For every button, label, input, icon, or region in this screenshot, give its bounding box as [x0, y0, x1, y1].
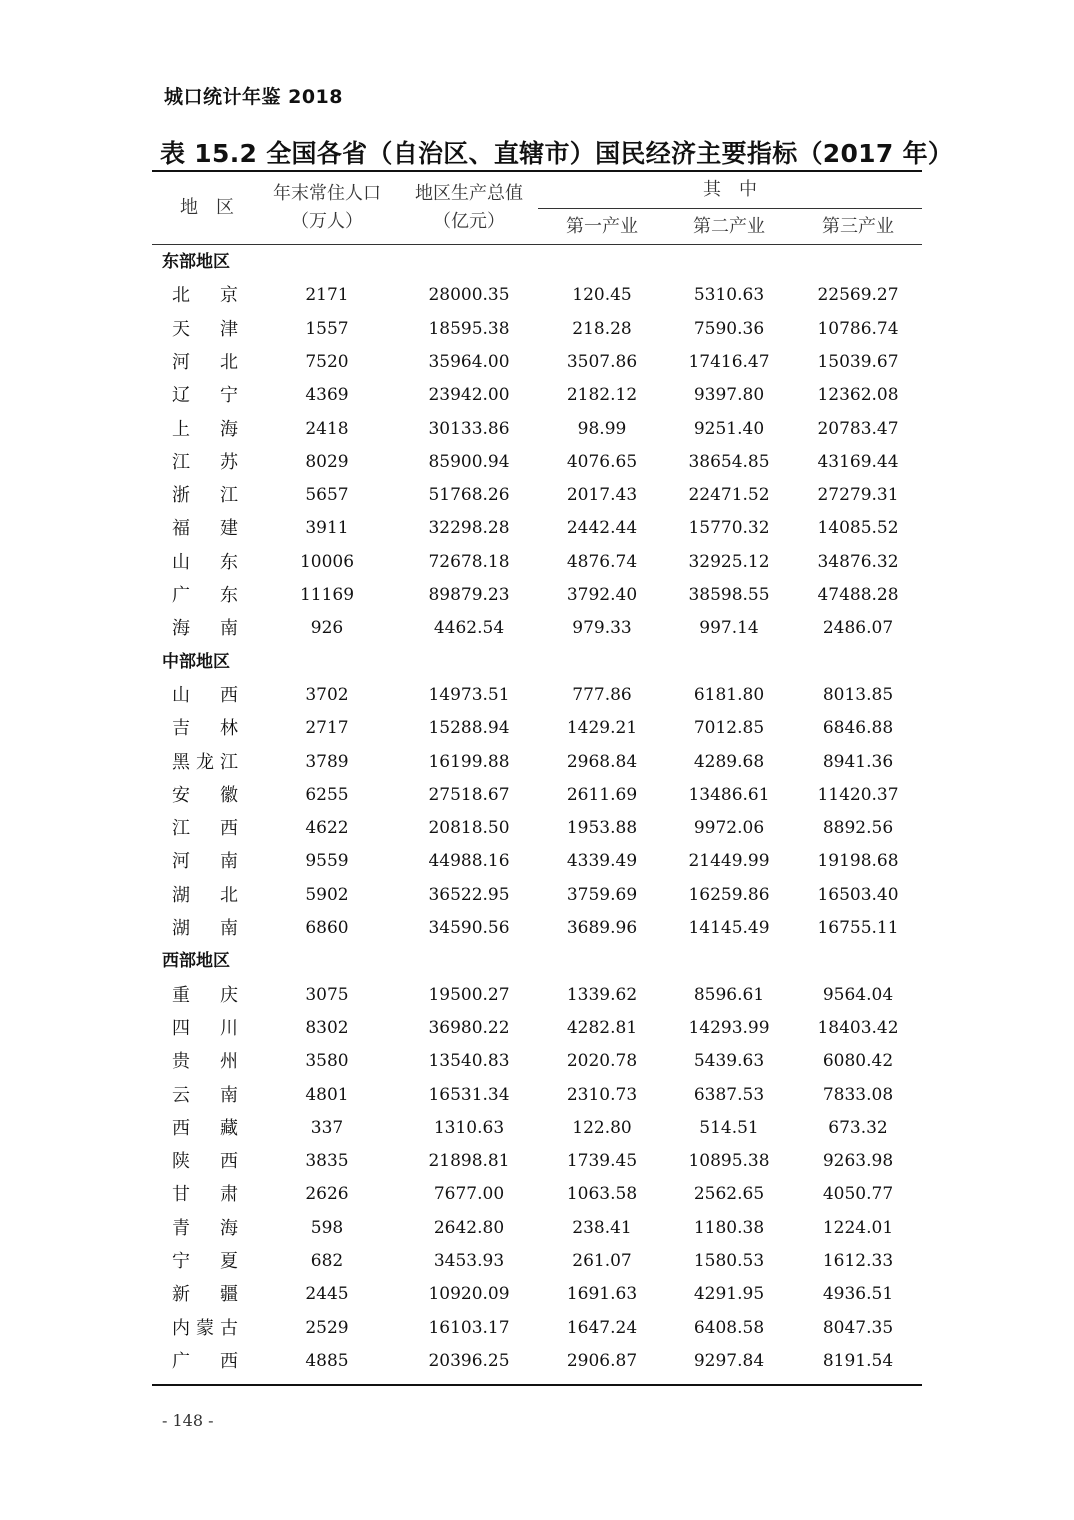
- gdp-cell: 28000.35: [428, 285, 510, 306]
- population-cell: 2171: [305, 285, 349, 306]
- primary-industry-cell: 3792.40: [566, 585, 638, 605]
- region-cell: 广西: [172, 1350, 238, 1372]
- secondary-industry-cell: 22471.52: [688, 485, 770, 506]
- section-header-row: [152, 945, 922, 978]
- table-top-rule: [152, 170, 922, 172]
- population-cell: 2418: [305, 418, 349, 439]
- region-cell: 江苏: [172, 451, 238, 473]
- population-cell: 6860: [305, 918, 349, 938]
- table-row: [152, 1178, 922, 1211]
- gdp-cell: 1310.63: [433, 1117, 505, 1138]
- gdp-cell: 51768.26: [428, 485, 510, 506]
- region-cell: 山东: [172, 551, 238, 573]
- tertiary-industry-cell: 16503.40: [817, 884, 899, 905]
- page-number: - 148 -: [162, 1411, 214, 1430]
- population-cell: 6255: [305, 784, 349, 805]
- primary-industry-cell: 4282.81: [566, 1017, 638, 1038]
- secondary-industry-cell: 7012.85: [693, 718, 765, 739]
- population-cell: 4369: [305, 385, 349, 406]
- region-cell: 辽宁: [172, 385, 238, 407]
- section-title: 西部地区: [162, 951, 230, 972]
- secondary-industry-cell: 514.51: [699, 1117, 759, 1138]
- table-row: [152, 1345, 922, 1378]
- population-cell: 3702: [305, 684, 349, 705]
- table-row: [152, 379, 922, 412]
- region-cell: 新疆: [172, 1284, 238, 1306]
- tertiary-industry-cell: 19198.68: [817, 851, 899, 872]
- of-which-rule: [538, 208, 922, 209]
- primary-industry-cell: 4339.49: [566, 851, 638, 872]
- secondary-industry-cell: 16259.86: [688, 884, 770, 905]
- region-cell: 河南: [172, 851, 238, 873]
- table-row: [152, 1012, 922, 1045]
- primary-industry-cell: 2968.84: [566, 751, 638, 772]
- table-row: [152, 1245, 922, 1278]
- table-row: [152, 279, 922, 312]
- secondary-industry-cell: 9251.40: [693, 418, 765, 439]
- secondary-industry-cell: 4291.95: [693, 1284, 765, 1305]
- region-cell: 四川: [172, 1017, 238, 1039]
- tertiary-industry-cell: 8191.54: [822, 1350, 894, 1371]
- population-cell: 11169: [299, 585, 355, 605]
- header-primary: 第一产业: [566, 216, 638, 237]
- tertiary-industry-cell: 34876.32: [817, 551, 899, 572]
- primary-industry-cell: 4076.65: [566, 451, 638, 472]
- region-cell: 安徽: [172, 784, 238, 806]
- table-row: [152, 746, 922, 779]
- primary-industry-cell: 3507.86: [566, 351, 638, 372]
- secondary-industry-cell: 7590.36: [693, 318, 765, 339]
- region-cell: 贵州: [172, 1051, 238, 1073]
- table-row: [152, 612, 922, 645]
- secondary-industry-cell: 38654.85: [688, 451, 770, 472]
- region-cell: 黑龙江: [172, 751, 238, 773]
- primary-industry-cell: 777.86: [572, 684, 632, 705]
- table-row: [152, 1278, 922, 1311]
- primary-industry-cell: 122.80: [572, 1117, 632, 1138]
- tertiary-industry-cell: 12362.08: [817, 385, 899, 406]
- secondary-industry-cell: 9972.06: [693, 818, 765, 839]
- table-row: [152, 712, 922, 745]
- secondary-industry-cell: 14293.99: [688, 1017, 770, 1038]
- population-cell: 337: [310, 1117, 344, 1138]
- secondary-industry-cell: 6181.80: [693, 684, 765, 705]
- population-cell: 1557: [305, 318, 349, 339]
- gdp-cell: 16199.88: [428, 751, 510, 772]
- table-row: [152, 1312, 922, 1345]
- tertiary-industry-cell: 22569.27: [817, 285, 899, 306]
- tertiary-industry-cell: 6080.42: [822, 1051, 894, 1072]
- region-cell: 河北: [172, 351, 238, 373]
- primary-industry-cell: 979.33: [572, 618, 632, 639]
- region-cell: 上海: [172, 418, 238, 440]
- tertiary-industry-cell: 14085.52: [817, 518, 899, 539]
- secondary-industry-cell: 9297.84: [693, 1350, 765, 1371]
- gdp-cell: 85900.94: [428, 451, 510, 472]
- region-cell: 天津: [172, 318, 238, 340]
- table-row: [152, 479, 922, 512]
- gdp-cell: 18595.38: [428, 318, 510, 339]
- tertiary-industry-cell: 8892.56: [822, 818, 894, 839]
- tertiary-industry-cell: 8047.35: [822, 1317, 894, 1338]
- population-cell: 2717: [305, 718, 349, 739]
- primary-industry-cell: 238.41: [572, 1217, 632, 1238]
- table-bottom-rule: [152, 1384, 922, 1386]
- secondary-industry-cell: 32925.12: [688, 551, 770, 572]
- table-title: 表 15.2 全国各省（自治区、直辖市）国民经济主要指标（2017 年）: [160, 139, 954, 168]
- primary-industry-cell: 261.07: [572, 1251, 632, 1271]
- gdp-cell: 34590.56: [428, 918, 510, 938]
- population-cell: 3789: [305, 751, 349, 772]
- population-cell: 3835: [305, 1151, 349, 1172]
- tertiary-industry-cell: 4936.51: [822, 1284, 894, 1305]
- table-row: [152, 446, 922, 479]
- secondary-industry-cell: 1580.53: [693, 1251, 765, 1271]
- region-cell: 山西: [172, 684, 238, 706]
- header-region: 地 区: [180, 197, 234, 218]
- table-row: [152, 845, 922, 878]
- gdp-cell: 36980.22: [428, 1017, 510, 1038]
- secondary-industry-cell: 5439.63: [693, 1051, 765, 1072]
- secondary-industry-cell: 21449.99: [688, 851, 770, 872]
- table-row: [152, 679, 922, 712]
- primary-industry-cell: 2182.12: [566, 385, 638, 406]
- primary-industry-cell: 2906.87: [566, 1350, 638, 1371]
- secondary-industry-cell: 6387.53: [693, 1084, 765, 1105]
- population-cell: 4622: [305, 818, 349, 839]
- population-cell: 926: [310, 618, 344, 639]
- primary-industry-cell: 1647.24: [566, 1317, 638, 1338]
- tertiary-industry-cell: 15039.67: [817, 351, 899, 372]
- primary-industry-cell: 1691.63: [566, 1284, 638, 1305]
- gdp-cell: 2642.80: [433, 1217, 505, 1238]
- secondary-industry-cell: 5310.63: [693, 285, 765, 306]
- primary-industry-cell: 98.99: [577, 418, 627, 439]
- population-cell: 2626: [305, 1184, 349, 1205]
- header-of-which: 其 中: [703, 179, 757, 200]
- gdp-cell: 72678.18: [428, 551, 510, 572]
- tertiary-industry-cell: 18403.42: [817, 1017, 899, 1038]
- table-row: [152, 979, 922, 1012]
- population-cell: 682: [310, 1251, 344, 1271]
- secondary-industry-cell: 2562.65: [693, 1184, 765, 1205]
- region-cell: 甘肃: [172, 1184, 238, 1206]
- gdp-cell: 32298.28: [428, 518, 510, 539]
- header-secondary: 第二产业: [693, 216, 765, 237]
- gdp-cell: 30133.86: [428, 418, 510, 439]
- secondary-industry-cell: 6408.58: [693, 1317, 765, 1338]
- tertiary-industry-cell: 47488.28: [817, 585, 899, 605]
- gdp-cell: 20396.25: [428, 1350, 510, 1371]
- header-population: 年末常住人口 （万人）: [273, 183, 381, 232]
- region-cell: 青海: [172, 1217, 238, 1239]
- tertiary-industry-cell: 8941.36: [822, 751, 894, 772]
- population-cell: 8029: [305, 451, 349, 472]
- region-cell: 浙江: [172, 485, 238, 507]
- header-tertiary: 第三产业: [822, 216, 894, 237]
- gdp-cell: 23942.00: [428, 385, 510, 406]
- population-cell: 4801: [305, 1084, 349, 1105]
- population-cell: 8302: [305, 1017, 349, 1038]
- section-title: 东部地区: [162, 252, 230, 272]
- tertiary-industry-cell: 9564.04: [822, 984, 894, 1005]
- region-cell: 重庆: [172, 984, 238, 1006]
- secondary-industry-cell: 10895.38: [688, 1151, 770, 1172]
- gdp-cell: 20818.50: [428, 818, 510, 839]
- primary-industry-cell: 1953.88: [566, 818, 638, 839]
- population-cell: 3580: [305, 1051, 349, 1072]
- primary-industry-cell: 3689.96: [566, 918, 638, 938]
- table-row: [152, 546, 922, 579]
- secondary-industry-cell: 1180.38: [693, 1217, 765, 1238]
- region-cell: 广东: [172, 585, 238, 606]
- table-row: [152, 912, 922, 945]
- tertiary-industry-cell: 7833.08: [822, 1084, 894, 1105]
- gdp-cell: 15288.94: [428, 718, 510, 739]
- population-cell: 598: [310, 1217, 344, 1238]
- gdp-cell: 44988.16: [428, 851, 510, 872]
- table-body: [152, 246, 922, 1382]
- primary-industry-cell: 120.45: [572, 285, 632, 306]
- gdp-cell: 27518.67: [428, 784, 510, 805]
- primary-industry-cell: 1429.21: [566, 718, 638, 739]
- table-row: [152, 1045, 922, 1078]
- table-row: [152, 346, 922, 379]
- region-cell: 福建: [172, 518, 238, 540]
- region-cell: 湖北: [172, 884, 238, 906]
- population-cell: 5902: [305, 884, 349, 905]
- section-header-row: [152, 646, 922, 679]
- population-cell: 2445: [305, 1284, 349, 1305]
- population-cell: 4885: [305, 1350, 349, 1371]
- gdp-cell: 21898.81: [428, 1151, 510, 1172]
- tertiary-industry-cell: 673.32: [828, 1117, 888, 1138]
- tertiary-industry-cell: 8013.85: [822, 684, 894, 705]
- secondary-industry-cell: 8596.61: [693, 984, 765, 1005]
- gdp-cell: 4462.54: [433, 618, 505, 639]
- secondary-industry-cell: 15770.32: [688, 518, 770, 539]
- gdp-cell: 16531.34: [428, 1084, 510, 1105]
- population-cell: 3075: [305, 984, 349, 1005]
- secondary-industry-cell: 4289.68: [693, 751, 765, 772]
- table-row: [152, 313, 922, 346]
- gdp-cell: 14973.51: [428, 684, 510, 705]
- section-header-row: [152, 246, 922, 279]
- secondary-industry-cell: 9397.80: [693, 385, 765, 406]
- tertiary-industry-cell: 1224.01: [822, 1217, 894, 1238]
- primary-industry-cell: 2020.78: [566, 1051, 638, 1072]
- secondary-industry-cell: 997.14: [699, 618, 759, 639]
- table-row: [152, 1212, 922, 1245]
- table-row: [152, 1145, 922, 1178]
- primary-industry-cell: 3759.69: [566, 884, 638, 905]
- table-row: [152, 413, 922, 446]
- gdp-cell: 10920.09: [428, 1284, 510, 1305]
- table-row: [152, 579, 922, 612]
- population-cell: 2529: [305, 1317, 349, 1338]
- primary-industry-cell: 2611.69: [566, 784, 638, 805]
- table-row: [152, 1112, 922, 1145]
- tertiary-industry-cell: 9263.98: [822, 1151, 894, 1172]
- tertiary-industry-cell: 43169.44: [817, 451, 899, 472]
- region-cell: 湖南: [172, 918, 238, 939]
- tertiary-industry-cell: 10786.74: [817, 318, 899, 339]
- region-cell: 吉林: [172, 718, 238, 740]
- gdp-cell: 35964.00: [428, 351, 510, 372]
- table-row: [152, 812, 922, 845]
- header-bottom-rule: [152, 244, 922, 245]
- gdp-cell: 36522.95: [428, 884, 510, 905]
- table-row: [152, 1079, 922, 1112]
- primary-industry-cell: 1739.45: [566, 1151, 638, 1172]
- primary-industry-cell: 2017.43: [566, 485, 638, 506]
- region-cell: 西藏: [172, 1117, 238, 1139]
- primary-industry-cell: 4876.74: [566, 551, 638, 572]
- primary-industry-cell: 1063.58: [566, 1184, 638, 1205]
- gdp-cell: 16103.17: [428, 1317, 510, 1338]
- tertiary-industry-cell: 11420.37: [817, 784, 899, 805]
- gdp-cell: 13540.83: [428, 1051, 510, 1072]
- tertiary-industry-cell: 2486.07: [822, 618, 894, 639]
- secondary-industry-cell: 17416.47: [688, 351, 770, 372]
- tertiary-industry-cell: 6846.88: [822, 718, 894, 739]
- population-cell: 10006: [299, 551, 355, 572]
- tertiary-industry-cell: 4050.77: [822, 1184, 894, 1205]
- table-row: [152, 512, 922, 545]
- gdp-cell: 89879.23: [428, 585, 510, 605]
- region-cell: 陕西: [172, 1151, 238, 1173]
- gdp-cell: 19500.27: [428, 984, 510, 1005]
- population-cell: 7520: [305, 351, 349, 372]
- secondary-industry-cell: 14145.49: [688, 918, 770, 938]
- header-gdp: 地区生产总值 （亿元）: [415, 183, 523, 232]
- running-head: 城口统计年鉴 2018: [164, 86, 343, 108]
- primary-industry-cell: 2442.44: [566, 518, 638, 539]
- tertiary-industry-cell: 20783.47: [817, 418, 899, 439]
- tertiary-industry-cell: 16755.11: [817, 918, 899, 938]
- region-cell: 宁夏: [172, 1251, 238, 1272]
- section-title: 中部地区: [162, 651, 230, 672]
- region-cell: 内蒙古: [172, 1317, 238, 1339]
- region-cell: 北京: [172, 285, 238, 307]
- population-cell: 5657: [305, 485, 349, 506]
- population-cell: 3911: [305, 518, 349, 539]
- tertiary-industry-cell: 27279.31: [817, 485, 899, 506]
- population-cell: 9559: [305, 851, 349, 872]
- primary-industry-cell: 218.28: [572, 318, 632, 339]
- table-row: [152, 779, 922, 812]
- region-cell: 江西: [172, 818, 238, 840]
- primary-industry-cell: 1339.62: [566, 984, 638, 1005]
- gdp-cell: 3453.93: [433, 1251, 505, 1271]
- region-cell: 云南: [172, 1084, 238, 1106]
- secondary-industry-cell: 38598.55: [688, 585, 770, 605]
- gdp-cell: 7677.00: [433, 1184, 505, 1205]
- region-cell: 海南: [172, 618, 238, 640]
- tertiary-industry-cell: 1612.33: [822, 1251, 894, 1271]
- table-row: [152, 879, 922, 912]
- secondary-industry-cell: 13486.61: [688, 784, 770, 805]
- primary-industry-cell: 2310.73: [566, 1084, 638, 1105]
